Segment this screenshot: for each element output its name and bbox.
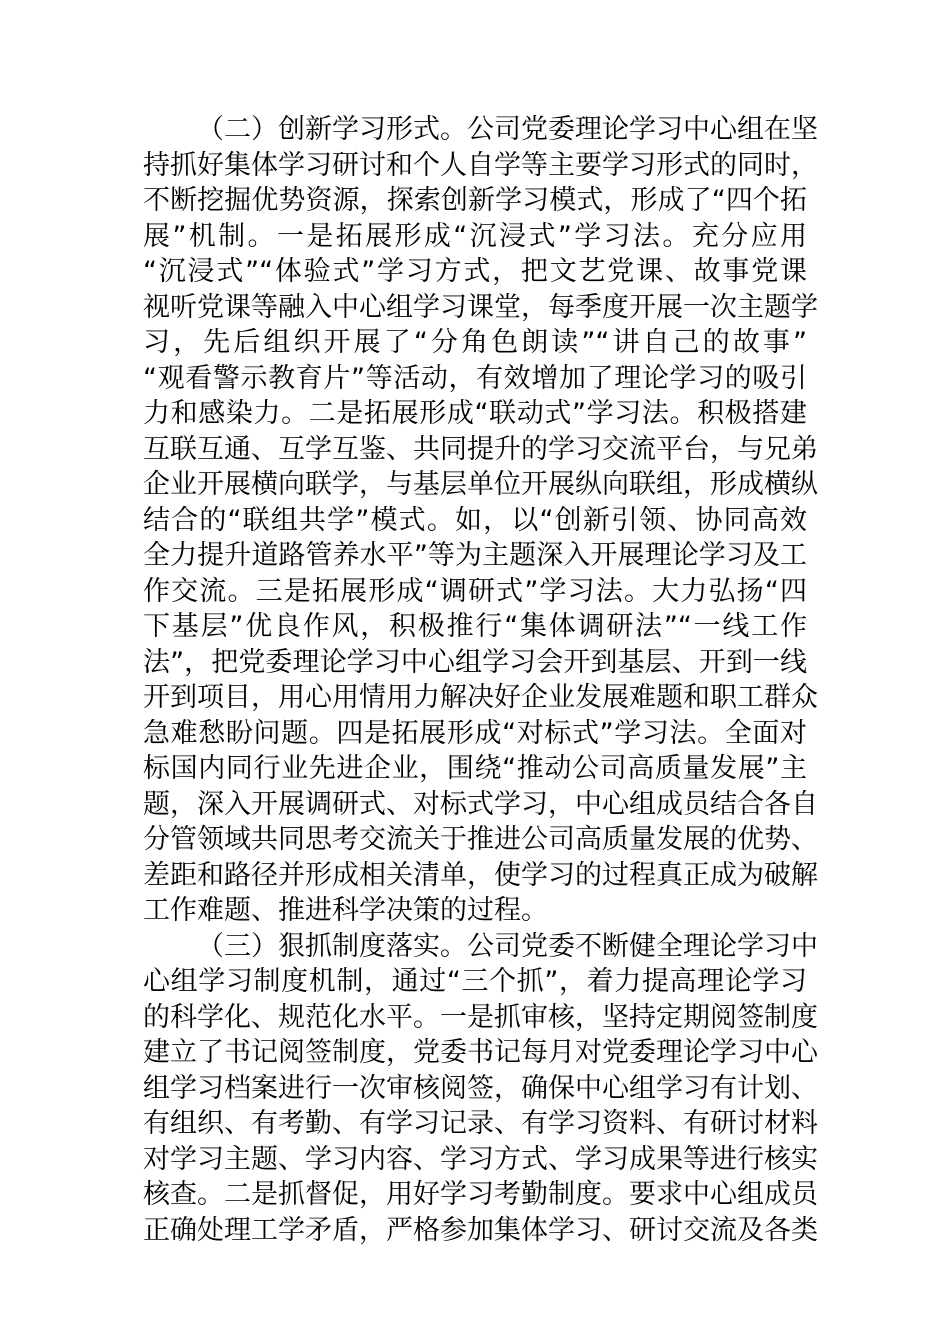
- text-line: 展”机制。一是拓展形成“沉浸式”学习法。充分应用: [143, 220, 807, 252]
- text-line: 核查。二是抓督促，用好学习考勤制度。要求中心组成员: [143, 1179, 818, 1210]
- text-line: 全力提升道路管养水平”等为主题深入开展理论学习及工: [143, 540, 807, 571]
- text-line: “观看警示教育片”等活动，有效增加了理论学习的吸引: [143, 362, 807, 394]
- text-line: 标国内同行业先进企业，围绕“推动公司高质量发展”主: [143, 753, 807, 784]
- text-line: 法”，把党委理论学习中心组学习会开到基层、开到一线: [143, 646, 807, 678]
- text-line: 开到项目，用心用情用力解决好企业发展难题和职工群众: [143, 682, 818, 713]
- text-line: 题，深入开展调研式、对标式学习，中心组成员结合各自: [143, 788, 818, 820]
- text-line: （二）创新学习形式。公司党委理论学习中心组在坚: [197, 114, 818, 145]
- document-body: [143, 112, 818, 1248]
- text-line: 持抓好集体学习研讨和个人自学等主要学习形式的同时，: [143, 149, 818, 181]
- text-line: 结合的“联组共学”模式。如，以“创新引领、协同高效: [143, 504, 807, 536]
- text-line: 互联互通、互学互鉴、共同提升的学习交流平台，与兄弟: [143, 433, 818, 465]
- paragraph-section-2: [143, 112, 818, 929]
- text-line: 急难愁盼问题。四是拓展形成“对标式”学习法。全面对: [143, 717, 807, 749]
- text-line: 心组学习制度机制，通过“三个抓”，着力提高理论学习: [143, 966, 807, 997]
- text-line: 企业开展横向联学，与基层单位开展纵向联组，形成横纵: [143, 469, 818, 500]
- text-line: 组学习档案进行一次审核阅签，确保中心组学习有计划、: [143, 1072, 818, 1104]
- text-line: 不断挖掘优势资源，探索创新学习模式，形成了“四个拓: [143, 185, 807, 216]
- text-line: 正确处理工学矛盾，严格参加集体学习、研讨交流及各类: [143, 1214, 818, 1246]
- text-line: 习，先后组织开展了“分角色朗读”“讲自己的故事”: [143, 327, 807, 358]
- text-line: 作交流。三是拓展形成“调研式”学习法。大力弘扬“四: [143, 575, 807, 607]
- text-line: （三）狠抓制度落实。公司党委不断健全理论学习中: [197, 930, 818, 962]
- text-line: 建立了书记阅签制度，党委书记每月对党委理论学习中心: [143, 1037, 818, 1068]
- text-line: 的科学化、规范化水平。一是抓审核，坚持定期阅签制度: [143, 1001, 818, 1033]
- text-line: 差距和路径并形成相关清单，使学习的过程真正成为破解: [143, 859, 818, 891]
- text-line: “沉浸式”“体验式”学习方式，把文艺党课、故事党课: [143, 256, 807, 287]
- text-line: 对学习主题、学习内容、学习方式、学习成果等进行核实: [143, 1143, 818, 1175]
- text-line: 有组织、有考勤、有学习记录、有学习资料、有研讨材料: [143, 1108, 818, 1139]
- text-line: 分管领域共同思考交流关于推进公司高质量发展的优势、: [143, 824, 818, 855]
- text-line: 下基层”优良作风，积极推行“集体调研法”“一线工作: [143, 611, 807, 642]
- text-line: 力和感染力。二是拓展形成“联动式”学习法。积极搭建: [143, 398, 807, 429]
- text-line: 视听党课等融入中心组学习课堂，每季度开展一次主题学: [143, 291, 818, 323]
- text-line: 工作难题、推进科学决策的过程。: [143, 895, 548, 926]
- paragraph-section-3: [143, 929, 818, 1249]
